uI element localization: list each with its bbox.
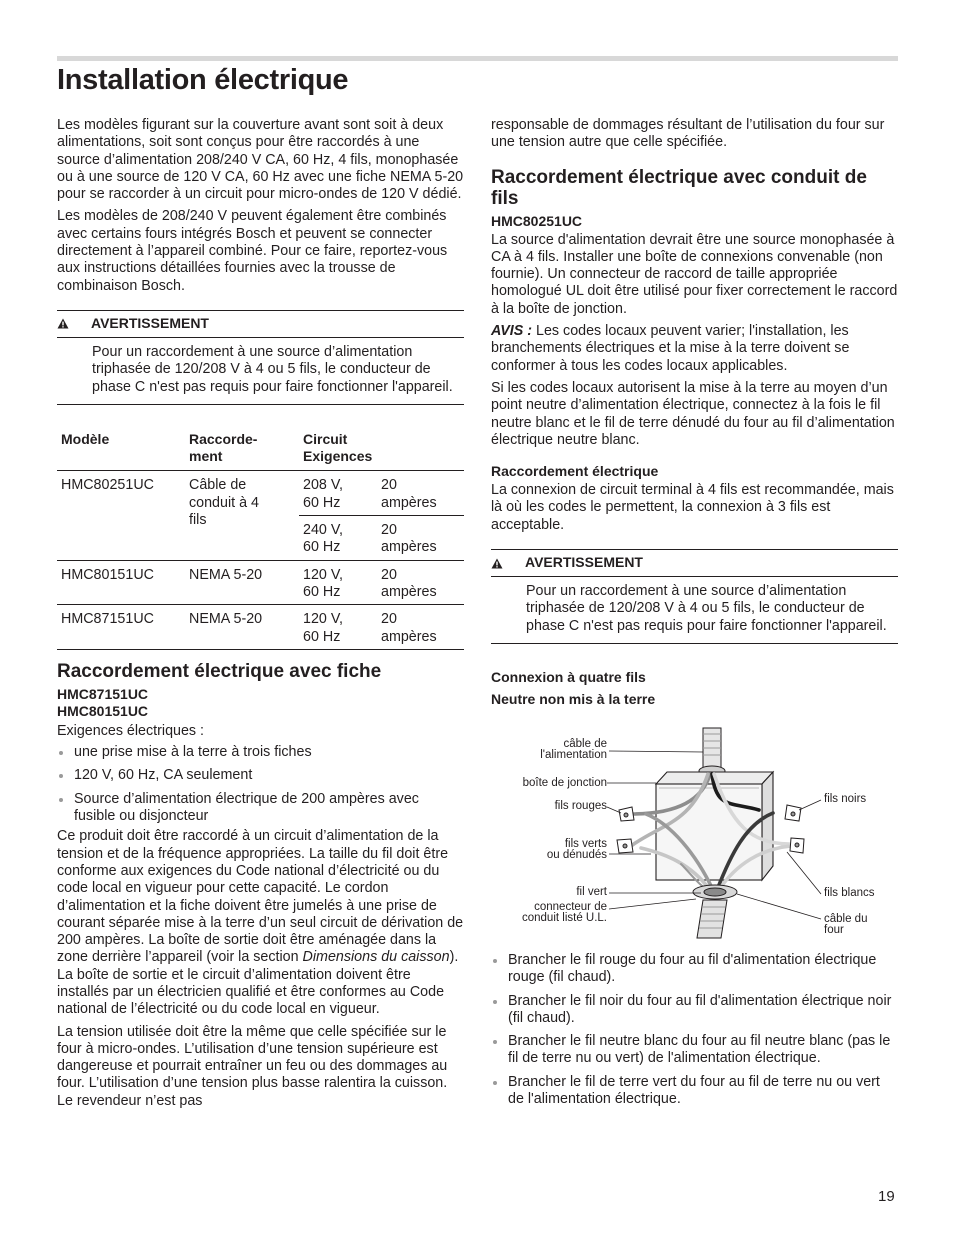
model-heading: HMC80151UC — [57, 702, 149, 719]
label-black-wires: fils noirs — [824, 792, 867, 805]
table-header-row — [57, 423, 464, 471]
continued-paragraph: responsable de dommages résultant de l’utilisation du four sur une tension autre que celle spécifiée. — [491, 117, 885, 151]
cell-connection: Câble de conduit à 4 fils — [185, 471, 299, 560]
header-circuit: Circuit Exigences — [303, 430, 373, 465]
subsection-title: Raccordement électrique — [491, 463, 659, 480]
notice-paragraph — [491, 323, 898, 375]
warning-header — [491, 550, 898, 577]
warning-title: AVERTISSEMENT — [525, 554, 643, 571]
label-green-wire: fil vert — [576, 885, 607, 898]
list-item: Brancher le fil neutre blanc du four au fil neutre blanc (pas le fil de terre nu ou vert) de l'alimentation électrique. — [491, 1033, 898, 1068]
list-item: 120 V, 60 Hz, CA seulement — [57, 767, 464, 784]
models-table — [57, 423, 464, 650]
top-rule — [57, 56, 898, 61]
section-title-conduit: Raccordement électrique avec conduit de fils — [491, 166, 867, 209]
body-paragraph: La connexion de circuit terminal à 4 fils est recommandée, mais là où les codes le permettent, la connexion à 3 fils est acceptable. — [491, 482, 894, 533]
page-number: 19 — [878, 1188, 895, 1205]
intro-paragraph-2: Les modèles de 208/240 V peuvent également être combinés avec certains fours intégrés Bosch et peuvent se connecter directement à l’appareil combiné. Pour ce faire, reportez-vous aux instructions détaillées fournies avec la trousse de combinaison Bosch. — [57, 208, 448, 294]
cell-voltage: 240 V, 60 Hz — [299, 516, 377, 561]
notice-text: Les codes locaux peuvent varier; l'installation, les branchements électriques et la mise à la terre doivent se conformer à tous les codes locaux applicables. — [491, 323, 850, 374]
diagram-title: Connexion à quatre fils — [491, 668, 646, 685]
warning-icon — [491, 558, 525, 569]
diagram-subtitle: Neutre non mis à la terre — [491, 690, 656, 707]
body-paragraph: La tension utilisée doit être la même que celle spécifiée sur le four à micro-ondes. L’utilisation d’une tension supérieure est dangereuse et pourrait entraîner un feu ou des dommages au four. L’utilisation d’une tension plus basse ralentira la cuisson. Le revendeur n’est pas — [57, 1023, 448, 1109]
section-title-plug: Raccordement électrique avec fiche — [57, 660, 382, 682]
text-emphasis: Dimensions du caisson — [302, 949, 450, 966]
model-heading: HMC80251UC — [491, 212, 583, 229]
left-column — [57, 117, 464, 1115]
list-item: une prise mise à la terre à trois fiches — [57, 744, 464, 761]
warning-header — [57, 311, 464, 338]
warning-box — [57, 310, 464, 405]
body-paragraph — [57, 828, 464, 1018]
wiring-diagram — [491, 714, 898, 944]
header-connection: Raccorde- ment — [189, 430, 258, 465]
label-green-bare-wires: fils verts ou dénudés — [546, 837, 607, 861]
warning-box — [491, 549, 898, 644]
warning-text: Pour un raccordement à une source d’alimentation triphasée de 120/208 V à 4 ou 5 fils, le conducteur de phase C n'est pas requis pour faire fonctionner l'appareil. — [526, 583, 887, 634]
body-paragraph: Si les codes locaux autorisent la mise à la terre au moyen d’un point neutre d’alimentation électrique, connectez à la fois le fil neutre blanc et le fil de terre dénudé du four au fil d’alimentation électrique neutre blanc. — [491, 379, 895, 448]
table-row — [57, 605, 464, 650]
requirements-list — [57, 744, 464, 825]
page-title: Installation électrique — [57, 64, 349, 96]
table-row — [57, 471, 464, 516]
cell-amperage: 20 ampères — [377, 516, 464, 561]
requirements-label: Exigences électriques : — [57, 722, 205, 739]
cell-model: HMC87151UC — [57, 605, 185, 650]
warning-title: AVERTISSEMENT — [91, 315, 209, 332]
cell-voltage: 120 V, 60 Hz — [299, 560, 377, 605]
label-junction-box: boîte de jonction — [522, 776, 607, 789]
cell-amperage: 20 ampères — [377, 560, 464, 605]
notice-label: AVIS : — [491, 323, 533, 340]
cell-connection: NEMA 5-20 — [185, 605, 299, 650]
cell-voltage: 208 V, 60 Hz — [299, 471, 377, 516]
header-model: Modèle — [61, 430, 110, 447]
cell-voltage: 120 V, 60 Hz — [299, 605, 377, 650]
label-conduit-connector: connecteur de conduit listé U.L. — [521, 900, 607, 924]
connection-steps-list — [491, 952, 898, 1108]
warning-icon — [57, 318, 91, 329]
list-item: Brancher le fil rouge du four au fil d'alimentation électrique rouge (fil chaud). — [491, 952, 898, 987]
text-run: ). La boîte de sortie et le circuit d’alimentation doivent être installés par un électricien qualifié et être conformes au Code national de l’électricité ou du code local en vigueur. — [57, 949, 459, 1018]
cell-model: HMC80251UC — [57, 471, 185, 560]
body-paragraph: La source d'alimentation devrait être une source monophasée à CA à 4 fils. Installer une boîte de connexions convenable (non fournie). Un connecteur de raccord de taille appropriée homologué UL doit être utilisé pour fixer correctement le raccord à la boîte de jonction. — [491, 231, 898, 317]
cell-model: HMC80151UC — [57, 560, 185, 605]
model-heading: HMC87151UC — [57, 685, 149, 702]
text-run: Ce produit doit être raccordé à un circuit d’alimentation de la tension et de la fréquence appropriées. La taille du fil doit être conforme aux exigences du Code national d’électricité ou du code local en vigueur pour cette capacité. Le cordon d’alimentation et la fiche doivent être jumelés à une prise de courant séparée mise à la terre d’un seul circuit de dérivation de 200 ampères. La boîte de sortie doit être aménagée dans la zone derrière l’appareil (voir la section — [57, 828, 464, 966]
cell-connection: NEMA 5-20 — [185, 560, 299, 605]
cell-amperage: 20 ampères — [377, 605, 464, 650]
list-item: Brancher le fil de terre vert du four au fil de terre nu ou vert de l'alimentation électrique. — [491, 1074, 898, 1109]
label-oven-cable: câble du four — [824, 912, 868, 936]
cell-amperage: 20 ampères — [377, 471, 464, 516]
label-supply-cable: câble de l'alimentation — [540, 737, 607, 761]
table-row — [57, 560, 464, 605]
warning-text: Pour un raccordement à une source d’alimentation triphasée de 120/208 V à 4 ou 5 fils, le conducteur de phase C n'est pas requis pour faire fonctionner l'appareil. — [92, 343, 453, 395]
intro-paragraph-1: Les modèles figurant sur la couverture avant sont soit à deux alimentations, soit sont conçus pour être raccordés à une source d’alimentation 208/240 V CA, 60 Hz, 4 fils, monophasée ou à une source de 120 V CA, 60 Hz avec une fiche NEMA 5-20 pour se raccorder à un circuit pour micro-ondes de 120 V dédié. — [57, 117, 464, 203]
right-column — [491, 117, 898, 1114]
label-red-wires: fils rouges — [554, 799, 607, 812]
list-item: Source d’alimentation électrique de 200 ampères avec fusible ou disjoncteur — [57, 791, 464, 826]
label-white-wires: fils blancs — [824, 886, 875, 899]
list-item: Brancher le fil noir du four au fil d'alimentation électrique noir (fil chaud). — [491, 993, 898, 1028]
